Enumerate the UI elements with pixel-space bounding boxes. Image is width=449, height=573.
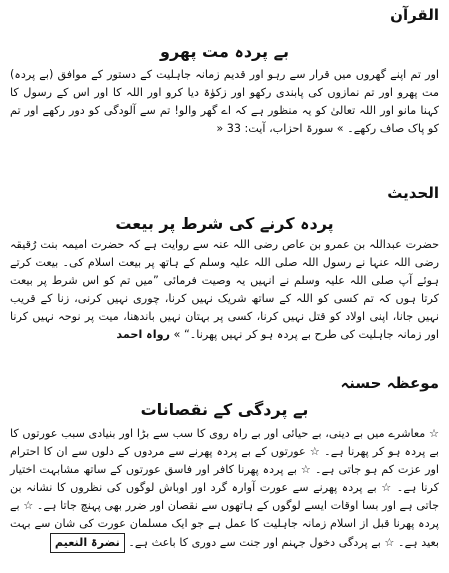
quran-reference: سورۃ احزاب، آیت: 33 [226,122,334,135]
hadith-title-wrap [10,214,439,233]
quran-body [10,66,439,138]
hadith-paragraph [10,236,439,344]
quran-title: بے پردہ مت پھرو [160,42,289,61]
mauiza-heading: موعظہ حسنہ [340,374,439,392]
mauiza-reference-box [50,533,125,553]
section-heading-hadith [10,184,439,202]
quran-reference-sep: » [336,122,344,135]
quran-reference-sep-2: « [216,122,224,135]
hadith-title: پردہ کرنے کی شرط پر بیعت [115,214,334,233]
hadith-heading: الحدیث [387,184,439,202]
quran-title-wrap [10,42,439,61]
section-heading-quran [10,6,439,24]
quran-text: اور تم اپنے گھروں میں قرار سے رہو اور قدیم زمانہ جاہلیت کے دستور کے موافق (بے پردہ) مت پھرو اور تم نمازوں کی پابندی رکھو اور زکوٰۃ دیا کرو اور اللہ کا اور اس کے رسول کا کہنا مانو اور اللہ تعالیٰ کو یہ منظور ہے کہ اے گھر والو! تم سے آلودگی کو دور رکھے اور تم کو پاک صاف رکھے۔ [10,68,439,135]
hadith-body [10,236,439,344]
hadith-reference-sep: » [173,328,181,341]
quran-paragraph [10,66,439,138]
mauiza-title-wrap [10,400,439,419]
mauiza-reference: نضرۃ النعیم [54,536,120,549]
hadith-text: حضرت عبداللہ بن عمرو بن عاص رضی اللہ عنہ سے روایت ہے کہ حضرت امیمہ بنت رُقیقہ رضی اللہ عنہا نے رسول اللہ صلی اللہ علیہ وسلم کے ہاتھ پر بیعت اسلام کی۔ بیعت کرتے ہوئے آپ صلی اللہ علیہ وسلم نے انہیں یہ وصیت فرمائی ”میں تم کو اس شرط پر بیعت کرتا ہوں کہ تم کسی کو اللہ کے ساتھ شریک نہیں کرنا، چوری نہیں کرنی، زنا کے قریب نہیں جانا، اپنی اولاد کو قتل نہیں کرنا، کسی پر بہتان نہیں باندھنا، میت پر نوحہ نہیں کرنا اور زمانہ جاہلیت کی طرح بے پردہ ہو کر نہیں پھرنا۔“ [10,238,439,341]
mauiza-title: بے پردگی کے نقصانات [140,400,309,419]
mauiza-text: ☆ معاشرے میں بے دینی، بے حیائی اور بے راہ روی کا سب سے بڑا اور بنیادی سبب عورتوں کا بے پردہ ہو کر پھرنا ہے۔ ☆ عورتوں کے بے پردہ پھرنے سے مردوں کے دلوں سے ان کا احترام اور عزت کم ہو جاتی ہے۔ ☆ بے پردہ پھرنا کافر اور فاسق عورتوں کے ساتھ مشابہت اختیار کرنا ہے۔ ☆ بے پردہ پھرنے سے عورت آوارہ گرد اور اوباش لوگوں کی نظروں کا نشانہ بن جاتی ہے اور بسا اوقات ایسے لوگوں کے ہاتھوں سے نقصان اور ضرر بھی پہنچ جاتا ہے۔ ☆ بے پردہ پھرنا قبل از اسلام زمانہ جاہلیت کا عمل ہے جو ایک مسلمان عورت کی شان سے بہت بعید ہے۔ ☆ بے پردگی دخول جہنم اور جنت سے دوری کا باعث ہے۔ [10,427,439,549]
mauiza-body [10,425,439,553]
quran-heading: القرآن [390,6,439,24]
hadith-reference: رواہ احمد [116,328,170,341]
section-heading-mauiza [10,374,439,392]
mauiza-paragraph [10,425,439,553]
